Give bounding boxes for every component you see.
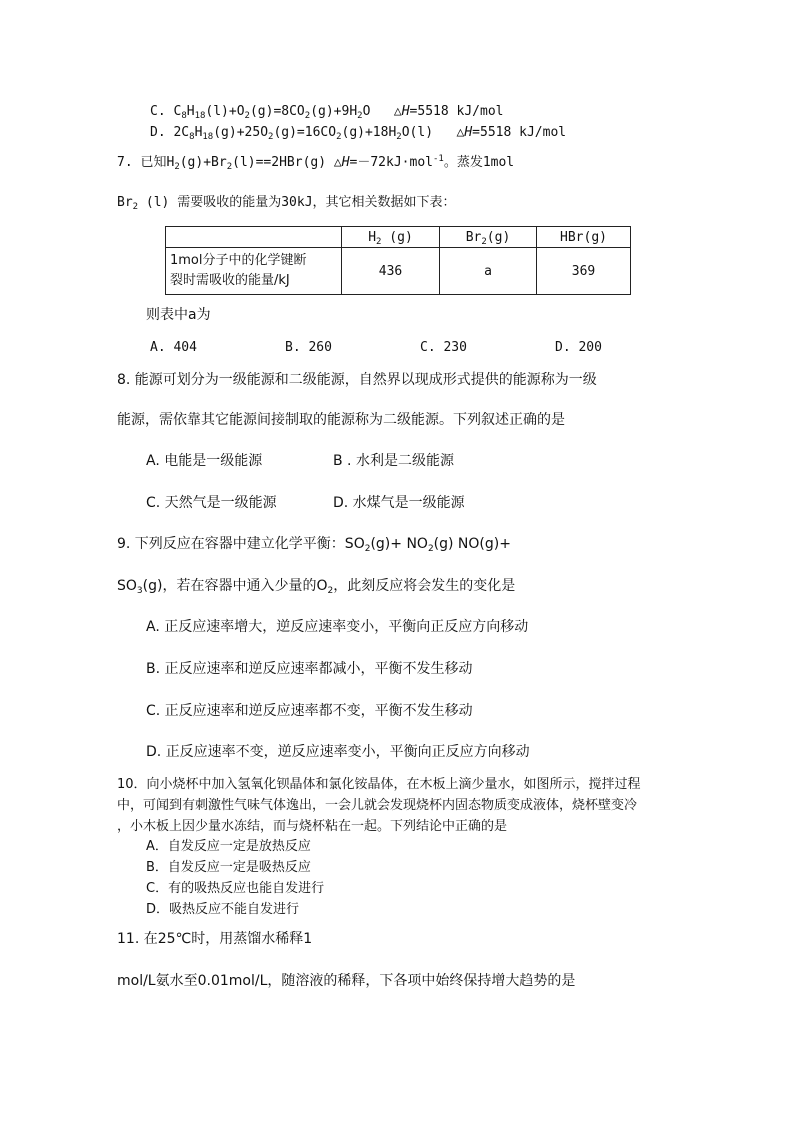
bond-energy-table: [165, 226, 631, 295]
q11-stem-line1: 11. 在25℃时，用蒸馏水稀释1: [117, 931, 313, 947]
q10-option-d: D．吸热反应不能自发进行: [146, 902, 300, 917]
q9-option-d: D. 正反应速率不变，逆反应速率变小，平衡向正反应方向移动: [146, 744, 530, 760]
q9-option-b: B. 正反应速率和逆反应速率都减小，平衡不发生移动: [146, 661, 473, 677]
table-header-hbr: HBr(g): [537, 227, 631, 248]
q10-option-a: A．自发反应一定是放热反应: [146, 839, 311, 854]
q7-option-d: D. 200: [555, 340, 602, 355]
q8-stem-line2: 能源，需依靠其它能源间接制取的能源称为二级能源。下列叙述正确的是: [117, 412, 565, 428]
table-header-br2: $Br_2(g)$: [440, 227, 537, 248]
q7-option-c: C. 230: [420, 340, 467, 355]
q7-option-a: A. 404: [150, 340, 197, 355]
q9-option-c: C. 正反应速率和逆反应速率都不变，平衡不发生移动: [146, 703, 473, 719]
q6-option-d: D. $2C_8H_{18}(g)+25O_2(g)=16CO_2(g)+18H_2O(l)$ △H=5518 kJ/mol: [150, 125, 567, 142]
q9-option-a: A. 正反应速率增大，逆反应速率变小，平衡向正反应方向移动: [146, 619, 529, 635]
q7-option-b: B. 260: [285, 340, 332, 355]
q7-stem-line1: 7. 已知$H_2(g)+Br_2(l)==2HBr(g)$ △H=－72kJ·mol$^{-1}$。蒸发1mol: [117, 154, 515, 172]
q6-option-c: C. $C_8H_{18}(l)+O_2(g)=8CO_2(g)+9H_2O$ △H=5518 kJ/mol: [150, 104, 504, 121]
q10-option-c: C．有的吸热反应也能自发进行: [146, 881, 325, 896]
q8-option-c: C. 天然气是一级能源: [146, 495, 277, 511]
q8-option-b: B . 水利是二级能源: [333, 453, 454, 469]
table-header-h2: $H_2$ (g): [342, 227, 440, 248]
table-header-blank: [166, 227, 342, 248]
table-cell-br2-value: a: [440, 248, 537, 295]
q10-option-b: B．自发反应一定是吸热反应: [146, 860, 311, 875]
table-row-label: 1mol分子中的化学键断 裂时需吸收的能量/kJ: [166, 248, 342, 295]
q10-stem-line3: ，小木板上因少量水冻结，而与烧杯粘在一起。下列结论中正确的是: [117, 819, 508, 834]
q9-stem-line1: 9. 下列反应在容器中建立化学平衡：$SO_2(g)+ NO_2(g)$ NO(g)+: [117, 536, 511, 554]
q11-stem-line2: mol/L氨水至0.01mol/L，随溶液的稀释，下各项中始终保持增大趋势的是: [117, 973, 576, 989]
q9-stem-line2: $SO_3(g)$，若在容器中通入少量的$O_2$，此刻反应将会发生的变化是: [117, 578, 516, 596]
q8-option-d: D. 水煤气是一级能源: [333, 495, 465, 511]
table-cell-h2-value: 436: [342, 248, 440, 295]
q10-stem-line2: 中，可闻到有刺激性气味气体逸出，一会儿就会发现烧杯内固态物质变成液体，烧杯壁变冷: [117, 798, 638, 813]
q7-stem-line2: $Br_2$ (l) 需要吸收的能量为30kJ，其它相关数据如下表：: [117, 195, 456, 212]
q7-ask: 则表中a为: [146, 307, 211, 323]
q10-stem-line1: 10．向小烧杯中加入氢氧化钡晶体和氯化铵晶体，在木板上滴少量水，如图所示，搅拌过程: [117, 777, 641, 792]
q8-stem-line1: 8. 能源可划分为一级能源和二级能源，自然界以现成形式提供的能源称为一级: [117, 372, 597, 388]
table-cell-hbr-value: 369: [537, 248, 631, 295]
q8-option-a: A. 电能是一级能源: [146, 453, 263, 469]
